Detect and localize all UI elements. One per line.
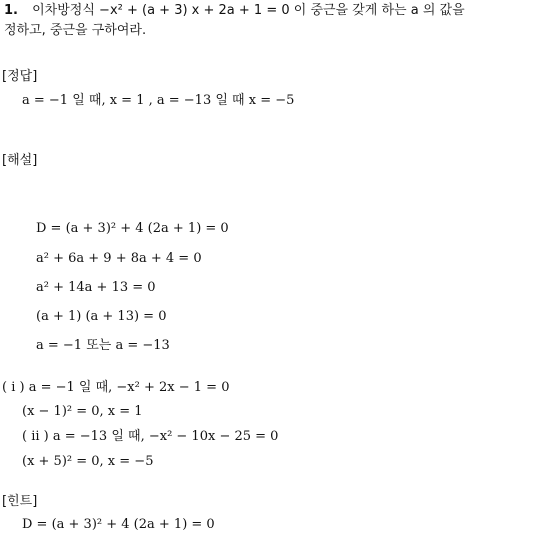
problem-number: 1. xyxy=(4,3,18,18)
case-2-result: (x + 5)² = 0, x = −5 xyxy=(22,454,154,469)
hint-text: D = (a + 3)² + 4 (2a + 1) = 0 xyxy=(22,517,215,532)
explanation-step-4: (a + 1) (a + 13) = 0 xyxy=(36,309,167,324)
explanation-step-3: a² + 14a + 13 = 0 xyxy=(36,280,156,295)
case-2-title: ( ii ) a = −13 일 때, −x² − 10x − 25 = 0 xyxy=(22,429,279,444)
problem-text-line-2: 정하고, 중근을 구하여라. xyxy=(4,23,147,38)
problem-line-1 xyxy=(4,2,465,20)
explanation-step-2: a² + 6a + 9 + 8a + 4 = 0 xyxy=(36,251,202,266)
problem-text-line-1: 이차방정식 −x² + (a + 3) x + 2a + 1 = 0 이 중근을 갖게 하는 a 의 값을 xyxy=(32,3,465,18)
explanation-label: [해설] xyxy=(2,153,38,168)
hint-label: [힌트] xyxy=(2,494,38,509)
answer-text: a = −1 일 때, x = 1 , a = −13 일 때 x = −5 xyxy=(22,93,295,108)
case-1-result: (x − 1)² = 0, x = 1 xyxy=(22,404,143,419)
case-1-title: ( i ) a = −1 일 때, −x² + 2x − 1 = 0 xyxy=(2,380,230,395)
explanation-step-5: a = −1 또는 a = −13 xyxy=(36,338,170,353)
explanation-step-1: D = (a + 3)² + 4 (2a + 1) = 0 xyxy=(36,221,229,236)
answer-label: [정답] xyxy=(2,69,38,84)
